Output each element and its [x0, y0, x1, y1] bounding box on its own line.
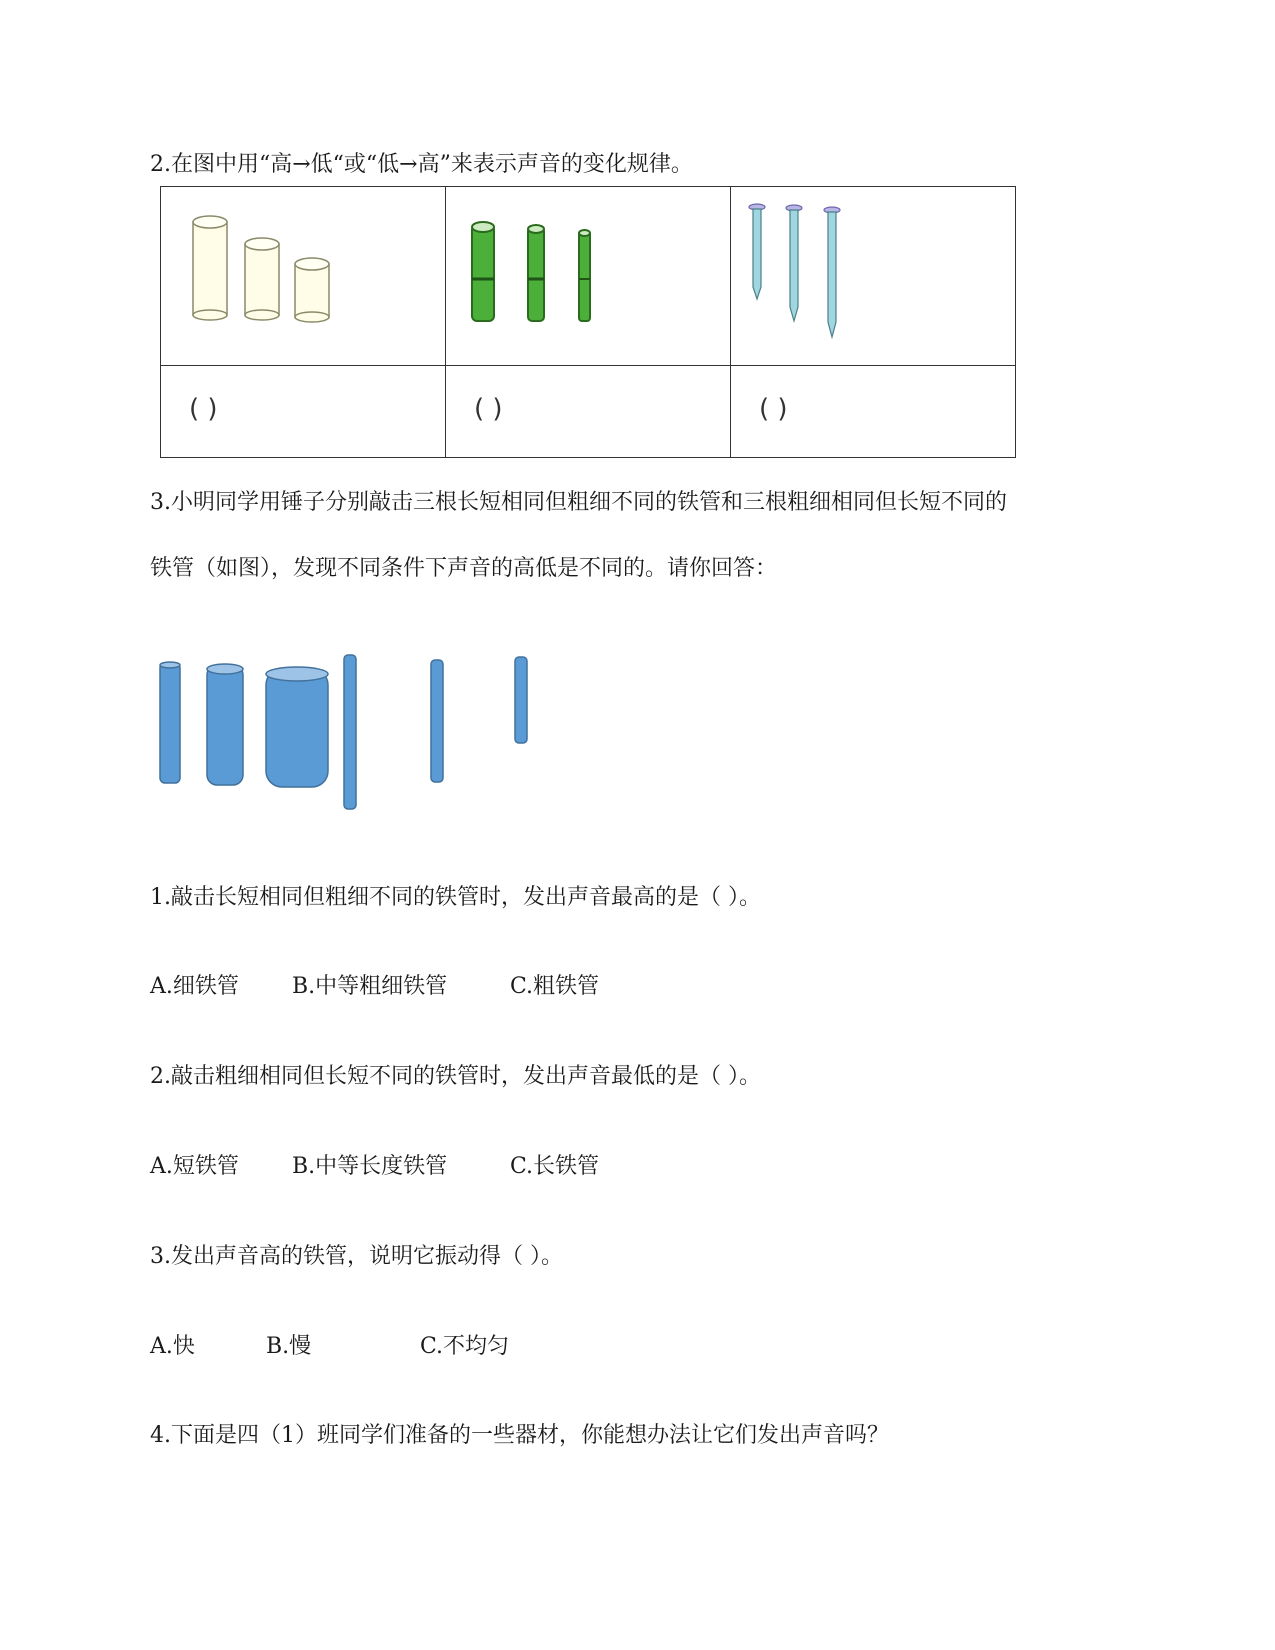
option-b[interactable]: B.中等粗细铁管 [292, 974, 448, 999]
green-bamboo-tubes-icon [446, 187, 730, 365]
yellow-cylinders-icon [161, 187, 445, 365]
option-b[interactable]: B.中等长度铁管 [292, 1154, 448, 1179]
q2-image-cell-cylinders [161, 187, 446, 366]
q2-answer-cell-2[interactable] [446, 366, 731, 458]
option-a[interactable]: A.细铁管 [150, 974, 239, 999]
answer-blank: ( ) [189, 394, 218, 424]
q3-sub1-question: 1.敲击长短相同但粗细不同的铁管时，发出声音最高的是（ ）。 [150, 885, 761, 910]
iron-pipes-icon [150, 645, 530, 810]
option-c[interactable]: C.不均匀 [420, 1334, 510, 1359]
q3-text-line1: 3.小明同学用锤子分别敲击三根长短相同但粗细不同的铁管和三根粗细相同但长短不同的 [150, 490, 1007, 515]
q2-table [160, 186, 1016, 458]
q3-text-line2: 铁管（如图），发现不同条件下声音的高低是不同的。请你回答： [150, 556, 778, 581]
q2-heading: 2.在图中用“高→低“或“低→高”来表示声音的变化规律。 [150, 152, 693, 177]
answer-blank: ( ) [759, 394, 788, 424]
q3-sub2-question: 2.敲击粗细相同但长短不同的铁管时，发出声音最低的是（ ）。 [150, 1064, 761, 1089]
answer-blank: ( ) [474, 394, 503, 424]
q2-answer-cell-3[interactable] [731, 366, 1016, 458]
q2-answer-cell-1[interactable] [161, 366, 446, 458]
q4-question: 4.下面是四（1）班同学们准备的一些器材，你能想办法让它们发出声音吗？ [150, 1423, 889, 1448]
q2-image-cell-nails [731, 187, 1016, 366]
nails-icon [731, 187, 1015, 365]
option-c[interactable]: C.长铁管 [510, 1154, 600, 1179]
option-a[interactable]: A.快 [150, 1334, 195, 1359]
option-b[interactable]: B.慢 [266, 1334, 312, 1359]
q2-image-cell-bamboo [446, 187, 731, 366]
option-a[interactable]: A.短铁管 [150, 1154, 239, 1179]
option-c[interactable]: C.粗铁管 [510, 974, 600, 999]
q3-sub3-question: 3.发出声音高的铁管，说明它振动得（ ）。 [150, 1244, 563, 1269]
